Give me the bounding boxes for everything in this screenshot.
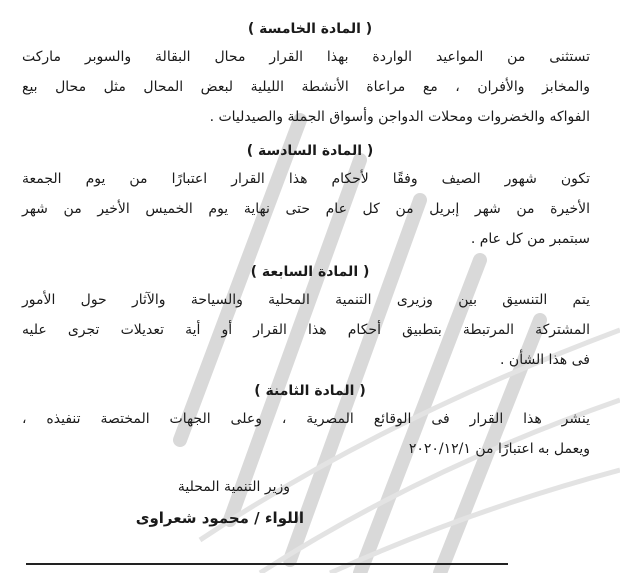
text-line: ويعمل به اعتبارًا من ٢٠٢٠/١٢/١ [408,441,590,457]
text-line: ينشر هذا القرار فى الوقائع المصرية ، وعلى الجهات المختصة تنفيذه ، [22,411,590,427]
text-line: والمخابز والأفران ، مع مراعاة الأنشطة الليلية لبعض المحال مثل محال بيع [22,79,590,95]
article-7-heading: ( المادة السابعة ) [250,264,370,280]
text-line: الأخيرة من شهر إبريل من كل عام حتى نهاية يوم الخميس الأخير من شهر [22,201,590,217]
article-5-text [22,42,590,132]
text-line: يتم التنسيق بين وزيرى التنمية المحلية والسياحة والآثار حول الأمور [22,292,590,308]
article-6-heading: ( المادة السادسة ) [246,143,374,159]
article-7-text [22,285,590,375]
text-line: المشتركة المرتبطة بتطبيق أحكام هذا القرار أو أية تعديلات تجرى عليه [22,322,590,338]
text-line: تكون شهور الصيف وفقًا لأحكام هذا القرار اعتبارًا من يوم الجمعة [22,171,590,187]
article-8-text [22,404,590,464]
article-5-heading: ( المادة الخامسة ) [247,21,373,37]
text-line: فى هذا الشأن . [500,352,590,368]
signature-title: وزير التنمية المحلية [177,479,290,495]
text-line: تستثنى من المواعيد الواردة بهذا القرار محال البقالة والسوبر ماركت [22,49,590,65]
bottom-rule [26,563,508,565]
text-line: الفواكه والخضروات ومحلات الدواجن وأسواق الجملة والصيدليات . [209,109,590,125]
signature-name: اللواء / محمود شعراوى [135,509,304,527]
text-line: سبتمبر من كل عام . [470,231,590,247]
article-6-text [22,164,590,254]
article-8-heading: ( المادة الثامنة ) [254,383,366,399]
